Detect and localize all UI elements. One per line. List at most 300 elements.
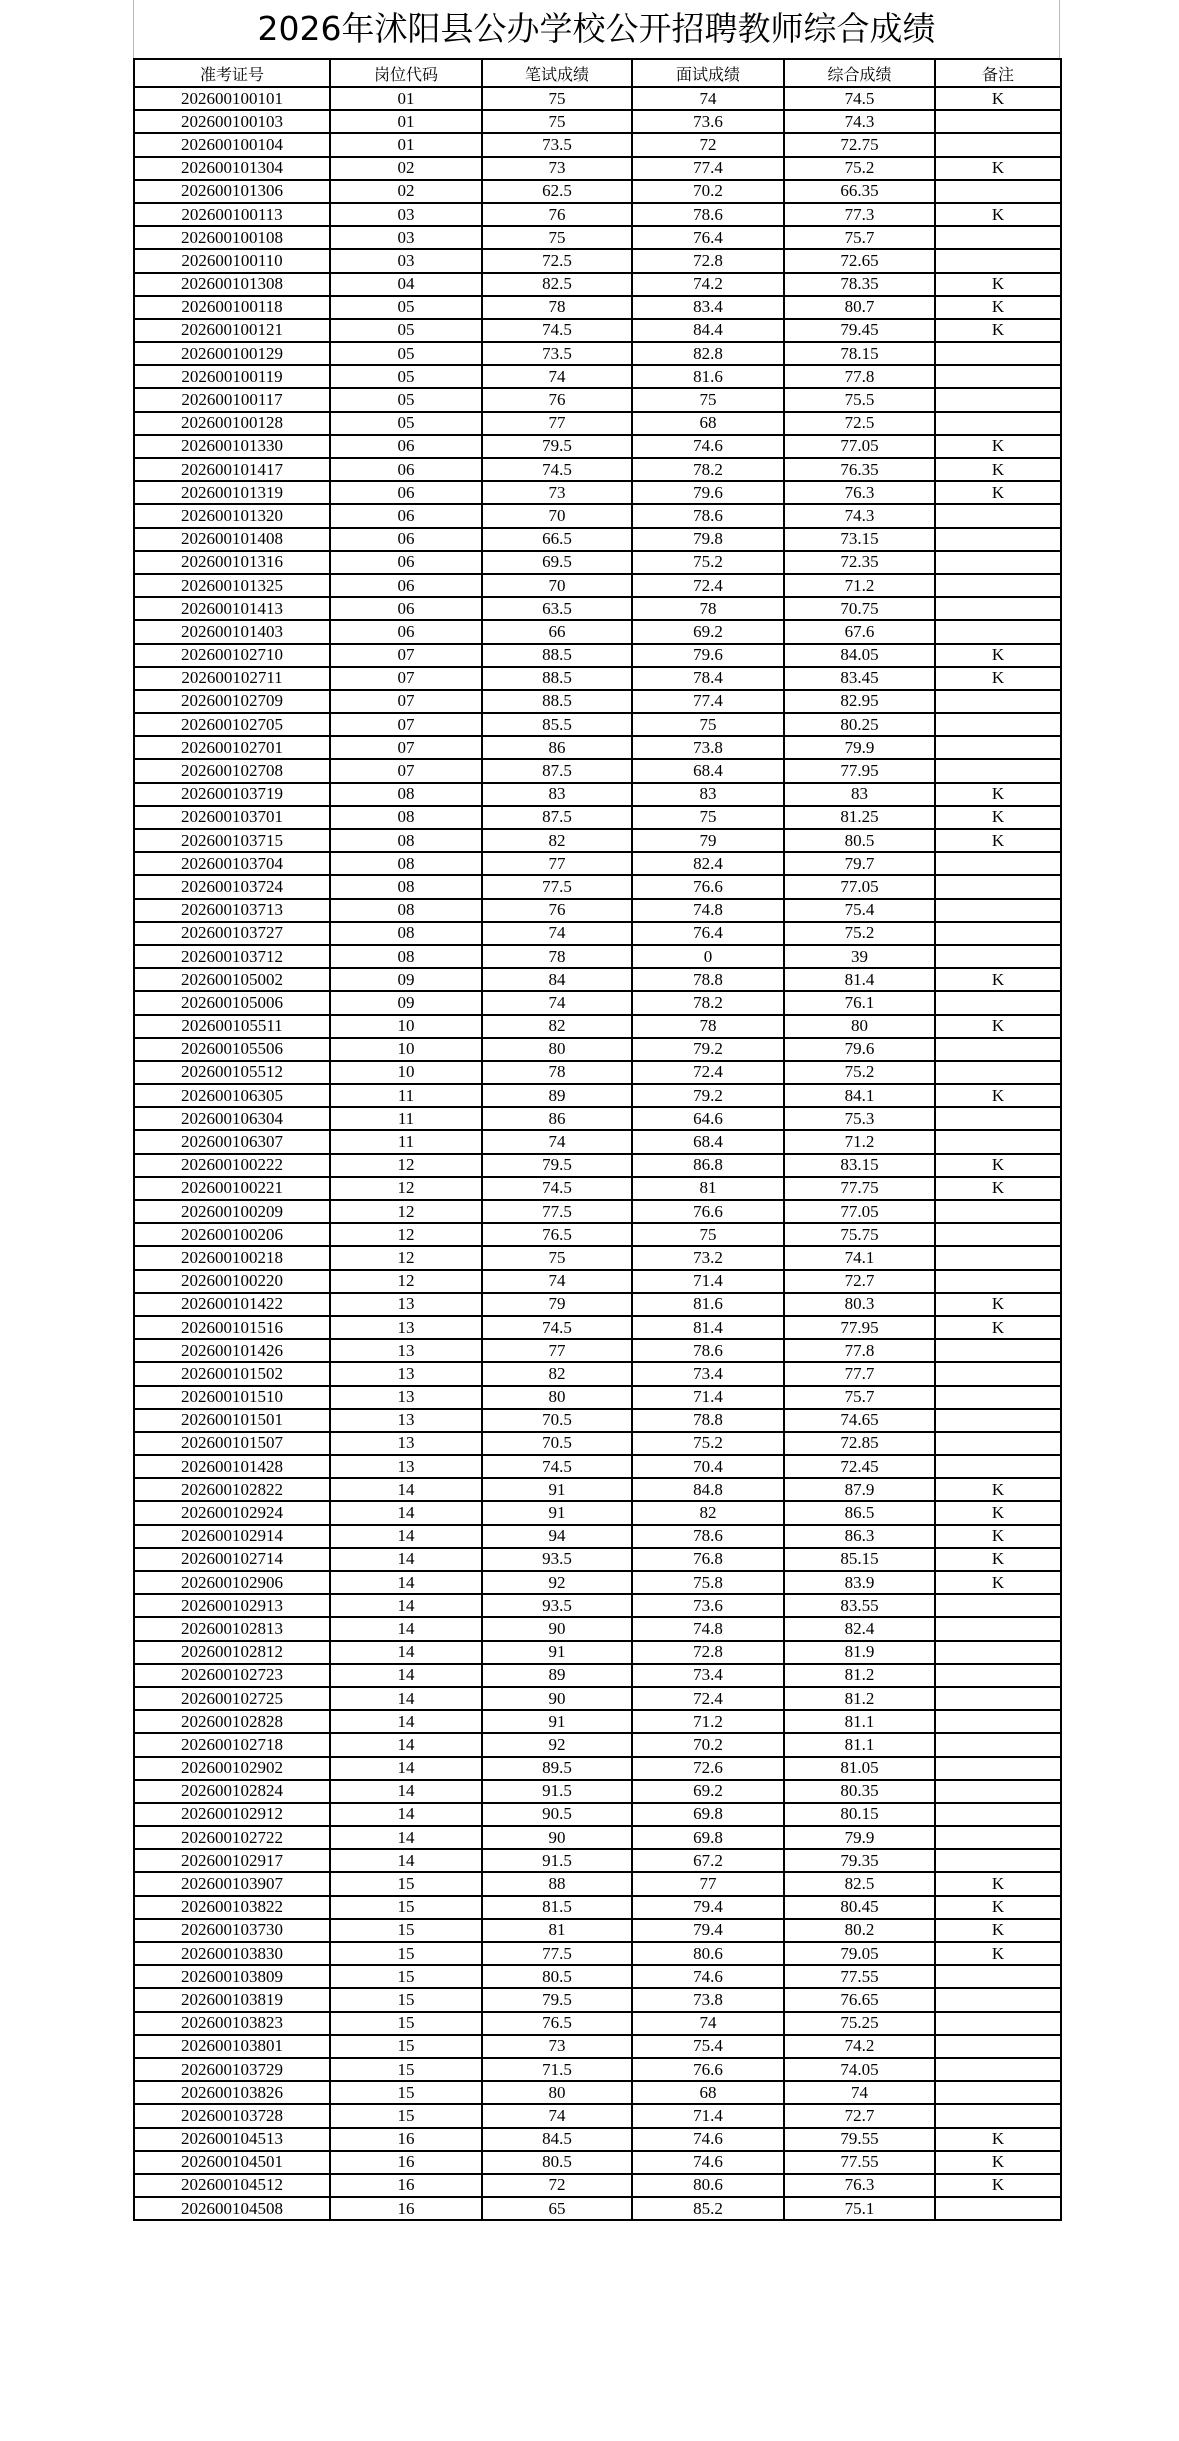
column-header-exam-id: 准考证号 [134,59,330,87]
exam-id-cell: 202600105006 [134,991,330,1014]
position-code-cell: 13 [330,1339,482,1362]
remark-cell [935,1664,1061,1687]
written-score-cell: 77.5 [482,875,632,898]
position-code-cell: 12 [330,1177,482,1200]
written-score-cell: 73.5 [482,342,632,365]
remark-cell [935,620,1061,643]
total-score-cell: 79.45 [784,319,935,342]
remark-cell: K [935,1919,1061,1942]
total-score-cell: 74.1 [784,1246,935,1269]
total-score-cell: 82.4 [784,1617,935,1640]
position-code-cell: 14 [330,1849,482,1872]
table-row [134,1571,1061,1594]
exam-id-cell: 202600103715 [134,829,330,852]
interview-score-cell: 75 [632,713,784,736]
position-code-cell: 15 [330,2104,482,2127]
interview-score-cell: 81.6 [632,1293,784,1316]
interview-score-cell: 81 [632,1177,784,1200]
written-score-cell: 92 [482,1733,632,1756]
interview-score-cell: 79.4 [632,1896,784,1919]
exam-id-cell: 202600103728 [134,2104,330,2127]
exam-id-cell: 202600102912 [134,1803,330,1826]
written-score-cell: 80.5 [482,2151,632,2174]
total-score-cell: 81.05 [784,1757,935,1780]
total-score-cell: 86.3 [784,1525,935,1548]
position-code-cell: 07 [330,713,482,736]
exam-id-cell: 202600101319 [134,481,330,504]
table-row [134,203,1061,226]
remark-cell [935,388,1061,411]
interview-score-cell: 73.6 [632,1594,784,1617]
interview-score-cell: 72.4 [632,1061,784,1084]
written-score-cell: 65 [482,2197,632,2220]
interview-score-cell: 83 [632,783,784,806]
exam-id-cell: 202600100119 [134,365,330,388]
table-row [134,226,1061,249]
interview-score-cell: 79.6 [632,481,784,504]
interview-score-cell: 74.8 [632,899,784,922]
table-row [134,365,1061,388]
total-score-cell: 74.5 [784,87,935,110]
position-code-cell: 07 [330,759,482,782]
total-score-cell: 76.35 [784,458,935,481]
remark-cell: K [935,644,1061,667]
total-score-cell: 84.1 [784,1084,935,1107]
table-row [134,1177,1061,1200]
table-row [134,481,1061,504]
total-score-cell: 79.9 [784,736,935,759]
position-code-cell: 07 [330,667,482,690]
table-row [134,319,1061,342]
table-row [134,1803,1061,1826]
interview-score-cell: 72 [632,133,784,156]
written-score-cell: 72.5 [482,249,632,272]
written-score-cell: 66 [482,620,632,643]
interview-score-cell: 80.6 [632,1942,784,1965]
exam-id-cell: 202600100113 [134,203,330,226]
table-row [134,968,1061,991]
written-score-cell: 74 [482,2104,632,2127]
table-row [134,180,1061,203]
table-row [134,528,1061,551]
total-score-cell: 76.3 [784,481,935,504]
position-code-cell: 12 [330,1200,482,1223]
interview-score-cell: 86.8 [632,1154,784,1177]
table-row [134,690,1061,713]
position-code-cell: 13 [330,1432,482,1455]
written-score-cell: 73 [482,2035,632,2058]
remark-cell [935,922,1061,945]
written-score-cell: 77 [482,1339,632,1362]
remark-cell [935,713,1061,736]
written-score-cell: 85.5 [482,713,632,736]
exam-id-cell: 202600100128 [134,412,330,435]
remark-cell [935,249,1061,272]
interview-score-cell: 74 [632,87,784,110]
remark-cell: K [935,2128,1061,2151]
remark-cell [935,1803,1061,1826]
remark-cell [935,1988,1061,2011]
written-score-cell: 87.5 [482,759,632,782]
position-code-cell: 05 [330,342,482,365]
remark-cell: K [935,829,1061,852]
total-score-cell: 70.75 [784,597,935,620]
total-score-cell: 81.2 [784,1664,935,1687]
exam-id-cell: 202600100121 [134,319,330,342]
total-score-cell: 86.5 [784,1501,935,1524]
remark-cell [935,504,1061,527]
table-row [134,1849,1061,1872]
total-score-cell: 78.15 [784,342,935,365]
table-row [134,829,1061,852]
written-score-cell: 94 [482,1525,632,1548]
written-score-cell: 75 [482,1246,632,1269]
interview-score-cell: 78.6 [632,1525,784,1548]
interview-score-cell: 76.6 [632,2058,784,2081]
exam-id-cell: 202600100101 [134,87,330,110]
remark-cell [935,2197,1061,2220]
total-score-cell: 77.05 [784,1200,935,1223]
written-score-cell: 92 [482,1571,632,1594]
position-code-cell: 05 [330,296,482,319]
interview-score-cell: 68.4 [632,759,784,782]
remark-cell [935,1965,1061,1988]
written-score-cell: 70.5 [482,1432,632,1455]
remark-cell [935,365,1061,388]
position-code-cell: 09 [330,991,482,1014]
interview-score-cell: 81.6 [632,365,784,388]
remark-cell [935,875,1061,898]
interview-score-cell: 78.4 [632,667,784,690]
remark-cell: K [935,1177,1061,1200]
position-code-cell: 04 [330,273,482,296]
exam-id-cell: 202600106307 [134,1130,330,1153]
written-score-cell: 80.5 [482,1965,632,1988]
remark-cell: K [935,458,1061,481]
interview-score-cell: 71.4 [632,2104,784,2127]
written-score-cell: 88.5 [482,667,632,690]
exam-id-cell: 202600103719 [134,783,330,806]
table-row [134,1942,1061,1965]
remark-cell: K [935,1501,1061,1524]
total-score-cell: 77.8 [784,365,935,388]
written-score-cell: 74.5 [482,319,632,342]
position-code-cell: 06 [330,597,482,620]
exam-id-cell: 202600103729 [134,2058,330,2081]
exam-id-cell: 202600101320 [134,504,330,527]
interview-score-cell: 64.6 [632,1107,784,1130]
exam-id-cell: 202600102722 [134,1826,330,1849]
exam-id-cell: 202600102828 [134,1710,330,1733]
remark-cell [935,1432,1061,1455]
interview-score-cell: 78.2 [632,991,784,1014]
written-score-cell: 76 [482,203,632,226]
interview-score-cell: 74.2 [632,273,784,296]
exam-id-cell: 202600103701 [134,806,330,829]
written-score-cell: 90 [482,1826,632,1849]
table-row [134,783,1061,806]
written-score-cell: 70 [482,574,632,597]
table-row [134,249,1061,272]
table-row [134,2012,1061,2035]
table-row [134,1409,1061,1432]
total-score-cell: 72.7 [784,1270,935,1293]
interview-score-cell: 77 [632,1872,784,1895]
total-score-cell: 67.6 [784,620,935,643]
written-score-cell: 80 [482,1386,632,1409]
interview-score-cell: 68 [632,412,784,435]
interview-score-cell: 79.2 [632,1038,784,1061]
total-score-cell: 85.15 [784,1548,935,1571]
table-row [134,1107,1061,1130]
written-score-cell: 72 [482,2174,632,2197]
table-row [134,2174,1061,2197]
table-row [134,945,1061,968]
table-row [134,157,1061,180]
interview-score-cell: 73.8 [632,1988,784,2011]
exam-id-cell: 202600103704 [134,852,330,875]
total-score-cell: 75.25 [784,2012,935,2035]
position-code-cell: 15 [330,1872,482,1895]
position-code-cell: 14 [330,1664,482,1687]
table-row [134,1084,1061,1107]
total-score-cell: 76.3 [784,2174,935,2197]
position-code-cell: 14 [330,1757,482,1780]
written-score-cell: 78 [482,296,632,319]
total-score-cell: 79.55 [784,2128,935,2151]
position-code-cell: 02 [330,180,482,203]
position-code-cell: 08 [330,806,482,829]
total-score-cell: 80.2 [784,1919,935,1942]
total-score-cell: 77.95 [784,1316,935,1339]
interview-score-cell: 68.4 [632,1130,784,1153]
written-score-cell: 74.5 [482,1455,632,1478]
written-score-cell: 79.5 [482,435,632,458]
interview-score-cell: 69.8 [632,1826,784,1849]
position-code-cell: 12 [330,1246,482,1269]
interview-score-cell: 74.6 [632,1965,784,1988]
total-score-cell: 75.1 [784,2197,935,2220]
position-code-cell: 15 [330,1896,482,1919]
remark-cell: K [935,2174,1061,2197]
table-row [134,1687,1061,1710]
exam-id-cell: 202600101304 [134,157,330,180]
table-row [134,1594,1061,1617]
interview-score-cell: 79.8 [632,528,784,551]
written-score-cell: 74.5 [482,1177,632,1200]
position-code-cell: 15 [330,2012,482,2035]
total-score-cell: 72.65 [784,249,935,272]
page-title: 2026年沭阳县公办学校公开招聘教师综合成绩 [133,0,1060,58]
written-score-cell: 76.5 [482,2012,632,2035]
position-code-cell: 11 [330,1084,482,1107]
header-row [134,59,1061,87]
interview-score-cell: 68 [632,2081,784,2104]
remark-cell: K [935,1942,1061,1965]
written-score-cell: 89.5 [482,1757,632,1780]
exam-id-cell: 202600101501 [134,1409,330,1432]
written-score-cell: 75 [482,87,632,110]
total-score-cell: 75.7 [784,226,935,249]
interview-score-cell: 78.8 [632,968,784,991]
written-score-cell: 82.5 [482,273,632,296]
written-score-cell: 78 [482,945,632,968]
interview-score-cell: 78.6 [632,504,784,527]
remark-cell [935,180,1061,203]
exam-id-cell: 202600101403 [134,620,330,643]
remark-cell [935,1107,1061,1130]
total-score-cell: 79.6 [784,1038,935,1061]
total-score-cell: 77.7 [784,1362,935,1385]
written-score-cell: 88 [482,1872,632,1895]
position-code-cell: 03 [330,203,482,226]
total-score-cell: 80.35 [784,1780,935,1803]
interview-score-cell: 78 [632,597,784,620]
position-code-cell: 06 [330,620,482,643]
exam-id-cell: 202600104508 [134,2197,330,2220]
remark-cell: K [935,435,1061,458]
exam-id-cell: 202600100222 [134,1154,330,1177]
total-score-cell: 75.7 [784,1386,935,1409]
interview-score-cell: 83.4 [632,296,784,319]
exam-id-cell: 202600103823 [134,2012,330,2035]
total-score-cell: 80.5 [784,829,935,852]
total-score-cell: 72.7 [784,2104,935,2127]
table-row [134,1919,1061,1942]
position-code-cell: 14 [330,1501,482,1524]
written-score-cell: 91 [482,1641,632,1664]
exam-id-cell: 202600102708 [134,759,330,782]
remark-cell [935,1757,1061,1780]
total-score-cell: 79.35 [784,1849,935,1872]
position-code-cell: 07 [330,644,482,667]
table-row [134,2104,1061,2127]
written-score-cell: 76 [482,899,632,922]
position-code-cell: 06 [330,435,482,458]
exam-id-cell: 202600103724 [134,875,330,898]
interview-score-cell: 75 [632,806,784,829]
position-code-cell: 14 [330,1733,482,1756]
table-row [134,1988,1061,2011]
exam-id-cell: 202600103826 [134,2081,330,2104]
table-row [134,1548,1061,1571]
table-row [134,435,1061,458]
written-score-cell: 80 [482,1038,632,1061]
interview-score-cell: 82.8 [632,342,784,365]
table-row [134,458,1061,481]
exam-id-cell: 202600100110 [134,249,330,272]
table-row [134,736,1061,759]
total-score-cell: 78.35 [784,273,935,296]
remark-cell: K [935,273,1061,296]
written-score-cell: 82 [482,1015,632,1038]
interview-score-cell: 78.6 [632,1339,784,1362]
total-score-cell: 73.15 [784,528,935,551]
total-score-cell: 80.15 [784,1803,935,1826]
total-score-cell: 74 [784,2081,935,2104]
remark-cell: K [935,1872,1061,1895]
total-score-cell: 39 [784,945,935,968]
written-score-cell: 71.5 [482,2058,632,2081]
position-code-cell: 01 [330,133,482,156]
exam-id-cell: 202600100220 [134,1270,330,1293]
exam-id-cell: 202600103727 [134,922,330,945]
total-score-cell: 76.65 [784,1988,935,2011]
position-code-cell: 14 [330,1826,482,1849]
remark-cell [935,574,1061,597]
remark-cell [935,597,1061,620]
position-code-cell: 06 [330,481,482,504]
interview-score-cell: 82 [632,1501,784,1524]
written-score-cell: 77.5 [482,1942,632,1965]
remark-cell [935,1339,1061,1362]
total-score-cell: 74.3 [784,110,935,133]
interview-score-cell: 70.2 [632,180,784,203]
position-code-cell: 14 [330,1478,482,1501]
table-row [134,899,1061,922]
position-code-cell: 03 [330,226,482,249]
remark-cell [935,342,1061,365]
position-code-cell: 06 [330,528,482,551]
interview-score-cell: 77.4 [632,157,784,180]
exam-id-cell: 202600102709 [134,690,330,713]
total-score-cell: 81.4 [784,968,935,991]
exam-id-cell: 202600102714 [134,1548,330,1571]
written-score-cell: 74.5 [482,1316,632,1339]
position-code-cell: 14 [330,1710,482,1733]
written-score-cell: 91 [482,1710,632,1733]
exam-id-cell: 202600100221 [134,1177,330,1200]
position-code-cell: 13 [330,1386,482,1409]
table-row [134,1200,1061,1223]
remark-cell [935,690,1061,713]
position-code-cell: 06 [330,574,482,597]
interview-score-cell: 74.6 [632,2128,784,2151]
remark-cell [935,1849,1061,1872]
exam-id-cell: 202600101428 [134,1455,330,1478]
written-score-cell: 90.5 [482,1803,632,1826]
table-row [134,597,1061,620]
remark-cell: K [935,296,1061,319]
remark-cell [935,1223,1061,1246]
exam-id-cell: 202600101507 [134,1432,330,1455]
table-header [134,59,1061,87]
position-code-cell: 16 [330,2128,482,2151]
remark-cell: K [935,1571,1061,1594]
total-score-cell: 72.75 [784,133,935,156]
written-score-cell: 93.5 [482,1548,632,1571]
exam-id-cell: 202600105511 [134,1015,330,1038]
interview-score-cell: 72.6 [632,1757,784,1780]
total-score-cell: 83 [784,783,935,806]
total-score-cell: 79.9 [784,1826,935,1849]
written-score-cell: 81.5 [482,1896,632,1919]
total-score-cell: 79.7 [784,852,935,875]
written-score-cell: 82 [482,829,632,852]
remark-cell: K [935,1084,1061,1107]
written-score-cell: 77 [482,412,632,435]
remark-cell [935,1246,1061,1269]
total-score-cell: 80.7 [784,296,935,319]
exam-id-cell: 202600100206 [134,1223,330,1246]
written-score-cell: 83 [482,783,632,806]
exam-id-cell: 202600100117 [134,388,330,411]
written-score-cell: 74.5 [482,458,632,481]
exam-id-cell: 202600103801 [134,2035,330,2058]
interview-score-cell: 78.2 [632,458,784,481]
exam-id-cell: 202600103907 [134,1872,330,1895]
column-header-interview-score: 面试成绩 [632,59,784,87]
